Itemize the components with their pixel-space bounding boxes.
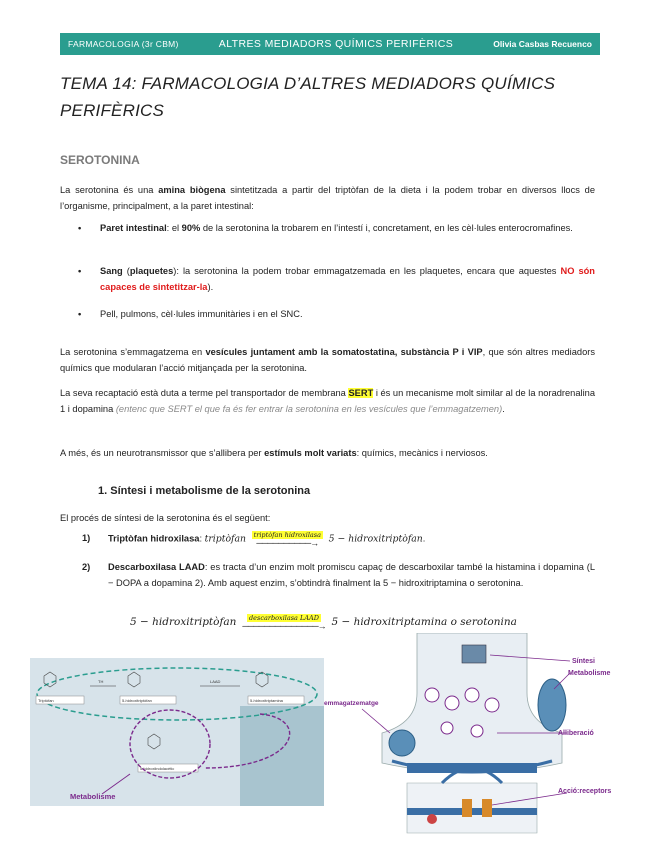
fig-label-5htp: 5-hidroxitriptòfan <box>122 698 152 703</box>
fig-label-5hiaa: 5-hidroxiindolacètic <box>140 766 175 771</box>
header-topic: ALTRES MEDIADORS QUÍMICS PERIFÈRICS <box>218 38 454 50</box>
fig-label-sintesi: Síntesi <box>572 658 595 665</box>
intro-paragraph: La serotonina és una amina biògena sintetitzada a partir del triptòfan de la dieta i la podem trobar en diversos llocs de l’organisme, principalment, a la paret intestinal: <box>60 185 596 211</box>
subsection-heading: 1. Síntesi i metabolisme de la serotonina <box>98 485 311 497</box>
process-intro: El procés de síntesi de la serotonina és el següent: <box>60 513 271 523</box>
page-header <box>60 33 600 55</box>
step-1: 1) Triptòfan hidroxilasa: triptòfan triptòfan hidroxilasa ──────────→ 5 − hidroxitriptòfan. <box>82 531 426 548</box>
release-paragraph: A més, és un neurotransmissor que s’allibera per estímuls molt variats: químics, mecànics i nerviosos. <box>60 448 488 458</box>
reaction-arrow: triptòfan hidroxilasa ──────────→ <box>253 531 321 548</box>
bullet-dot: • <box>78 223 82 233</box>
document-title: TEMA 14: FARMACOLOGIA D’ALTRES MEDIADORS QUÍMICS PERIFÈRICS <box>60 74 556 120</box>
fig-label-5ht: 5-hidroxitriptamina <box>250 698 283 703</box>
bullet-dot: • <box>78 309 82 319</box>
reuptake-paragraph: La seva recaptació està duta a terme pel transportador de membrana SERT i és un mecanisme molt similar al de la noradrenalina 1 i dopamina (entenc que SERT el que fa és fer entrar la serotonina en les vesícules que l’emmagatzemen). <box>60 388 595 414</box>
step-2: 2) Descarboxilasa LAAD: es tracta d’un enzim molt promiscu capaç de descarboxilar també la histamina i dopamina (L − DOPA a dopamina 2). Amb aquest enzim, s’obtindrà finalment la 5 − hidroxitriptamina o serotonina. <box>82 562 595 588</box>
section-heading-serotonina: SEROTONINA <box>60 153 140 167</box>
fig-label-tryptophan: Triptòfan <box>38 698 54 703</box>
bullet-sang: • Sang (plaquetes): la serotonina la podem trobar emmagatzemada en les plaquetes, encara que aquestes NO són capaces de sintetitzar-la). <box>78 266 595 292</box>
bullet-pell: • Pell, pulmons, cèl·lules immunitàries i en el SNC. <box>86 307 595 323</box>
fig-label-th: TH <box>98 679 104 684</box>
fig-label-emmagatzematge: emmagatzematge <box>324 700 379 707</box>
synapse-figure <box>322 633 622 845</box>
fig-label-alliberacio: Alliberació <box>558 730 594 737</box>
header-author: Olivia Casbas Recuenco <box>493 39 592 49</box>
synthesis-figure <box>30 658 324 806</box>
fig-label-accio: Acció:receptors <box>558 788 612 795</box>
fig-label-metabolisme: Metabolisme <box>70 792 116 801</box>
header-course: FARMACOLOGIA (3r CBM) <box>68 39 179 49</box>
synapse-diagram <box>322 633 622 845</box>
bullet-paret-intestinal: • Paret intestinal: el 90% de la serotonina la trobarem en l’intestí i, concretament, en les cèl·lules enterocromafines. <box>86 221 595 237</box>
storage-paragraph: La serotonina s’emmagatzema en vesícules juntament amb la somatostatina, substància P i VIP, que són altres mediadors químics que modularan l’acció mitjançada per la serotonina. <box>60 347 595 373</box>
reaction-arrow: descarboxilasa LAAD ──────────────→ <box>242 614 326 631</box>
bullet-dot: • <box>78 266 82 276</box>
synthesis-diagram <box>30 658 324 806</box>
equation-decarboxylation: 5 − hidroxitriptòfan descarboxilasa LAAD ──────────────→ 5 − hidroxitriptamina o serotonina <box>130 614 517 631</box>
fig-label-metabolisme-right: Metabolisme <box>568 670 611 677</box>
fig-label-laad: LAAD <box>210 679 221 684</box>
